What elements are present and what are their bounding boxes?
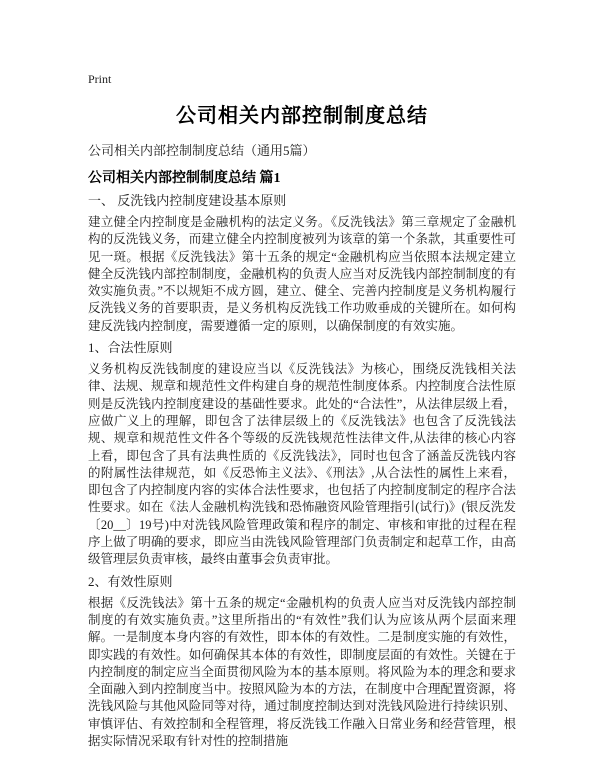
print-link[interactable]: Print — [88, 72, 112, 86]
page-title: 公司相关内部控制制度总结 — [176, 105, 428, 127]
section-heading-basic-principles: 一、 反洗钱内控制度建设基本原则 — [88, 193, 287, 208]
section-heading-legality-principle: 1、合法性原则 — [88, 340, 173, 356]
article-part-heading: 公司相关内部控制制度总结 篇1 — [88, 171, 281, 186]
section-paragraph-effectiveness-principle: 根据《反洗钱法》第十五条的规定“金融机构的负责人应当对反洗钱内部控制制度的有效实施负责。”这里所指出的“有效性”我们认为应该从两个层面来理解。一是制度本身内容的有效性，即本体的有效性。二是制度实施的有效性，即实践的有效性。如何确保其本体的有效性，即制度层面的有效性。关键在于内控制度的制定应当全面贯彻风险为本的基本原则。将风险为本的理念和要求全面融入到内控制度当中。按照风险为本的方法，在制度中合理配置资源，将洗钱风险与其他风险同等对待，通过制度控制达到对洗钱风险进行持续识别、审慎评估、有效控制和全程管理，将反洗钱工作融入日常业务和经营管理，根据实际情况采取有针对性的控制措施 — [88, 595, 516, 749]
section-paragraph-basic-principles: 建立健全内控制度是金融机构的法定义务。《反洗钱法》第三章规定了金融机构的反洗钱义务，而建立健全内控制度被列为该章的第一个条款，其重要性可见一斑。根据《反洗钱法》第十五条的规定“金融机构应当依照本法规定建立健全反洗钱内部控制制度，金融机构的负责人应当对反洗钱内部控制制度的有效实施负责。”不以规矩不成方圆，建立、健全、完善内控制度是义务机构履行反洗钱义务的首要职责，是义务机构反洗钱工作功败垂成的关键所在。如何构建反洗钱内控制度，需要遵循一定的原则，以确保制度的有效实施。 — [88, 215, 516, 333]
section-paragraph-legality-principle: 义务机构反洗钱制度的建设应当以《反洗钱法》为核心，围绕反洗钱相关法律、法规、规章和规范性文件构建自身的规范性制度体系。内控制度合法性原则是反洗钱内控制度建设的基础性要求。此处的“合法性”，从法律层级上看，应做广义上的理解，即包含了法律层级上的《反洗钱法》也包含了反洗钱法规、规章和规范性文件各个等级的反洗钱规范性法律文件,从法律的核心内容上看，即包含了具有法典性质的《反洗钱法》，同时也包含了涵盖反洗钱内容的附属性法律规范，如《反恐怖主义法》、《刑法》,从合法性的属性上来看，即包含了内控制度内容的实体合法性要求，也包括了内控制度制定的程序合法性要求。如在《法人金融机构洗钱和恐怖融资风险管理指引(试行)》(银反洗发〔20__〕19号)中对洗钱风险管理政策和程序的制定、审核和审批的过程在程序上做了明确的要求，即应当由洗钱风险管理部门负责制定和起草工作，由高级管理层负责审核，最终由董事会负责审批。 — [88, 362, 516, 567]
article-subtitle: 公司相关内部控制制度总结（通用5篇） — [88, 143, 316, 158]
section-heading-effectiveness-principle: 2、有效性原则 — [88, 573, 173, 589]
